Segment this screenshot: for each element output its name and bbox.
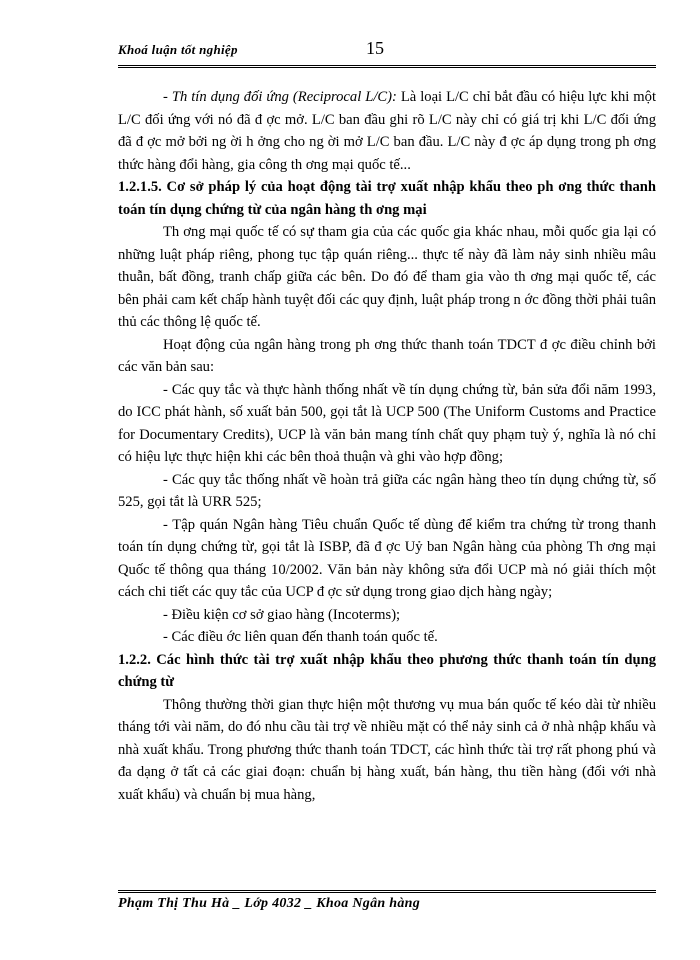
header-rule (118, 65, 656, 68)
paragraph-bank-regulation: Hoạt động của ngân hàng trong ph ơng thức thanh toán TDCT đ ợc điều chỉnh bởi các văn bản sau: (118, 336, 656, 375)
reciprocal-lc-definition: Là loại L/C chỉ bắt đầu có hiệu lực khi một L/C đối ứng với nó đã đ ợc mở. L/C ban đầu ghi rõ L/C này chỉ có giá trị khi L/C đối ứng đã đ ợc mở bởi ng ời h ởng cho ng ời mở L/C ban đầu. L/C này đ ợc áp dụng trong ph ơng thức hàng đổi hàng, gia công th ơng mại quốc tế... (118, 89, 656, 173)
page-number: 15 (366, 38, 384, 58)
list-item-ucp500: - Các quy tắc và thực hành thống nhất về tín dụng chứng từ, bản sửa đổi năm 1993, do ICC phát hành, số xuất bản 500, gọi tắt là UCP 500 (The Uniform Customs and Practice for Documentary Credits), UCP là văn bản mang tính chất quy phạm tuỳ ý, nghĩa là nó chỉ có hiệu lực thực hiện khi các bên thoả thuận và ghi vào hợp đồng; (118, 381, 656, 465)
paragraph-reciprocal-lc (118, 86, 656, 176)
page-header (118, 36, 656, 66)
paragraph-financing-forms: Thông thường thời gian thực hiện một thương vụ mua bán quốc tế kéo dài từ nhiều tháng tới vài năm, do đó nhu cầu tài trợ về nhiều mặt có thể nảy sinh cả ở nhà nhập khẩu và nhà xuất khẩu. Trong phương thức thanh toán TDCT, các hình thức tài trợ rất phong phú và đa dạng ở tất cả các giai đoạn: chuẩn bị hàng xuất, bán hàng, thu tiền hàng (đối với nhà xuất khẩu) và chuẩn bị mua hàng, (118, 696, 656, 803)
footer-rule (118, 890, 656, 893)
reciprocal-lc-term: - Th tín dụng đối ứng (Reciprocal L/C): (163, 89, 397, 105)
page-footer: Phạm Thị Thu Hà _ Lớp 4032 _ Khoa Ngân hàng (118, 896, 421, 911)
list-item-treaties: - Các điều ớc liên quan đến thanh toán quốc tế. (163, 629, 438, 645)
list-item-urr525: - Các quy tắc thống nhất về hoàn trả giữa các ngân hàng theo tín dụng chứng từ, số 525, gọi tắt là URR 525; (118, 471, 656, 510)
header-title: Khoá luận tốt nghiệp (118, 42, 238, 57)
document-body (118, 86, 656, 806)
list-item-isbp: - Tập quán Ngân hàng Tiêu chuẩn Quốc tế dùng để kiểm tra chứng từ trong thanh toán tín dụng chứng từ, gọi tắt là ISBP, đã đ ợc Uỷ ban Ngân hàng của phòng Th ơng mại Quốc tế thông qua tháng 10/2002. Văn bản này không sửa đổi UCP mà nó giải thích một cách chi tiết các quy tắc của UCP đ ợc sử dụng trong giao dịch hàng ngày; (118, 516, 656, 600)
paragraph-international-trade: Th ơng mại quốc tế có sự tham gia của các quốc gia khác nhau, mỗi quốc gia lại có những luật pháp riêng, phong tục tập quán riêng... thực tế này đã làm nảy sinh nhiều mâu thuẫn, bất đồng, tranh chấp giữa các bên. Do đó để tham gia vào th ơng mại quốc tế, các bên phải cam kết chấp hành tuyệt đối các quy định, luật pháp trong n ớc đồng thời phải tuân thủ các thông lệ quốc tế. (118, 224, 656, 330)
section-heading-1-2-2: 1.2.2. Các hình thức tài trợ xuất nhập khẩu theo phương thức thanh toán tín dụng chứng từ (118, 651, 656, 690)
list-item-incoterms: - Điều kiện cơ sở giao hàng (Incoterms); (163, 606, 401, 623)
section-heading-1-2-1-5: 1.2.1.5. Cơ sở pháp lý của hoạt động tài trợ xuất nhập khẩu theo ph ơng thức thanh toán tín dụng chứng từ của ngân hàng th ơng mại (118, 179, 656, 218)
